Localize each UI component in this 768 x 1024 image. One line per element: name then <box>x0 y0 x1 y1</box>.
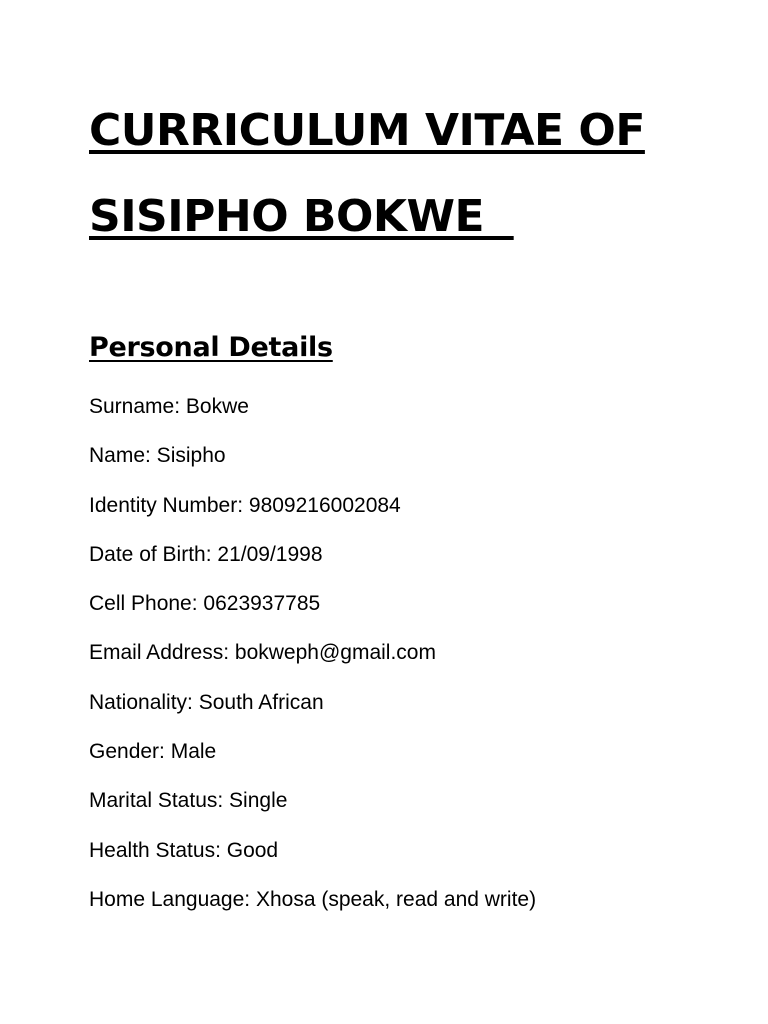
personal-details-heading: Personal Details <box>89 332 333 363</box>
detail-surname: Surname: Bokwe <box>89 395 249 418</box>
detail-nationality: Nationality: South African <box>89 690 324 714</box>
detail-marital-status: Marital Status: Single <box>89 789 288 813</box>
detail-identity-number: Identity Number: 9809216002084 <box>89 493 401 517</box>
detail-email-address: Email Address: bokweph@gmail.com <box>89 641 436 665</box>
detail-name: Name: Sisipho <box>89 444 226 468</box>
document-title-line-2: SISIPHO BOKWE <box>89 191 514 242</box>
detail-home-language: Home Language: Xhosa (speak, read and write) <box>89 887 537 911</box>
detail-health-status: Health Status: Good <box>89 838 279 862</box>
document-title-line-1: CURRICULUM VITAE OF <box>89 105 645 156</box>
personal-details-list <box>89 393 536 935</box>
detail-date-of-birth: Date of Birth: 21/09/1998 <box>89 542 323 566</box>
detail-gender: Gender: Male <box>89 740 217 764</box>
detail-cell-phone: Cell Phone: 0623937785 <box>89 592 321 616</box>
